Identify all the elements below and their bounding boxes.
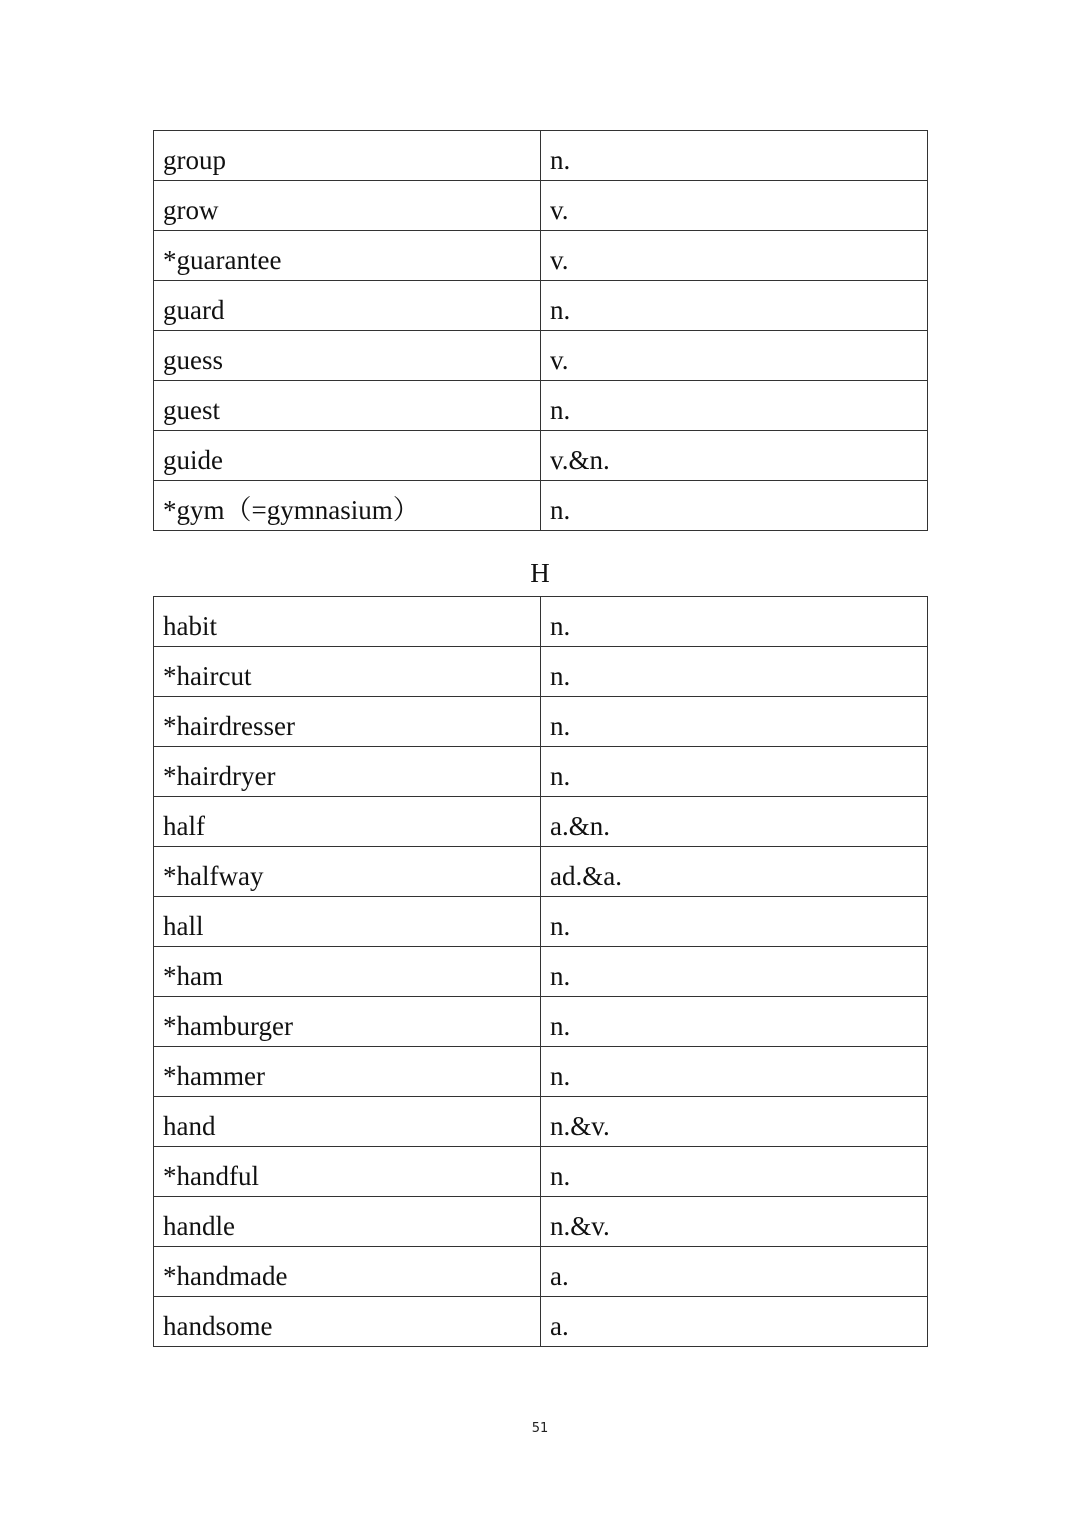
word-cell: *halfway	[154, 847, 541, 897]
part-of-speech-cell: n.	[541, 131, 928, 181]
table-row	[154, 331, 928, 381]
word-cell: handsome	[154, 1297, 541, 1347]
part-of-speech-cell: n.	[541, 1147, 928, 1197]
part-of-speech-cell: a.	[541, 1297, 928, 1347]
word-cell: hand	[154, 1097, 541, 1147]
part-of-speech-cell: n.	[541, 697, 928, 747]
table-row	[154, 431, 928, 481]
vocab-table-g-body	[154, 131, 928, 531]
word-cell: guest	[154, 381, 541, 431]
table-row	[154, 1147, 928, 1197]
part-of-speech-cell: n.&v.	[541, 1097, 928, 1147]
part-of-speech-cell: n.	[541, 747, 928, 797]
part-of-speech-cell: n.	[541, 947, 928, 997]
part-of-speech-cell: n.	[541, 647, 928, 697]
table-row	[154, 131, 928, 181]
table-row	[154, 847, 928, 897]
word-cell: *hairdresser	[154, 697, 541, 747]
table-row	[154, 231, 928, 281]
vocab-table-g	[153, 130, 928, 531]
part-of-speech-cell: v.	[541, 231, 928, 281]
part-of-speech-cell: v.&n.	[541, 431, 928, 481]
word-cell: *haircut	[154, 647, 541, 697]
table-row	[154, 1247, 928, 1297]
table-row	[154, 697, 928, 747]
word-cell: *gym（=gymnasium）	[154, 481, 541, 531]
part-of-speech-cell: n.	[541, 481, 928, 531]
word-cell: *hammer	[154, 1047, 541, 1097]
part-of-speech-cell: ad.&a.	[541, 847, 928, 897]
word-cell: group	[154, 131, 541, 181]
table-row	[154, 1297, 928, 1347]
table-row	[154, 597, 928, 647]
table-row	[154, 897, 928, 947]
part-of-speech-cell: n.	[541, 281, 928, 331]
section-heading-h: H	[530, 558, 550, 588]
word-cell: *hamburger	[154, 997, 541, 1047]
part-of-speech-cell: n.	[541, 1047, 928, 1097]
table-row	[154, 997, 928, 1047]
vocab-table-h	[153, 596, 928, 1347]
table-row	[154, 947, 928, 997]
part-of-speech-cell: v.	[541, 181, 928, 231]
table-row	[154, 647, 928, 697]
word-cell: handle	[154, 1197, 541, 1247]
page-number: 51	[531, 1421, 549, 1436]
table-row	[154, 281, 928, 331]
part-of-speech-cell: n.	[541, 597, 928, 647]
word-cell: *guarantee	[154, 231, 541, 281]
table-row	[154, 747, 928, 797]
word-cell: grow	[154, 181, 541, 231]
table-row	[154, 181, 928, 231]
table-row	[154, 1097, 928, 1147]
table-row	[154, 1197, 928, 1247]
vocab-table-h-body	[154, 597, 928, 1347]
part-of-speech-cell: n.	[541, 897, 928, 947]
word-cell: hall	[154, 897, 541, 947]
part-of-speech-cell: a.	[541, 1247, 928, 1297]
table-row	[154, 797, 928, 847]
part-of-speech-cell: n.&v.	[541, 1197, 928, 1247]
word-cell: *ham	[154, 947, 541, 997]
word-cell: half	[154, 797, 541, 847]
part-of-speech-cell: v.	[541, 331, 928, 381]
table-row	[154, 381, 928, 431]
word-cell: *handmade	[154, 1247, 541, 1297]
word-cell: guard	[154, 281, 541, 331]
table-row	[154, 481, 928, 531]
word-cell: guide	[154, 431, 541, 481]
part-of-speech-cell: n.	[541, 997, 928, 1047]
table-row	[154, 1047, 928, 1097]
word-cell: guess	[154, 331, 541, 381]
word-cell: *hairdryer	[154, 747, 541, 797]
part-of-speech-cell: n.	[541, 381, 928, 431]
word-cell: *handful	[154, 1147, 541, 1197]
word-cell: habit	[154, 597, 541, 647]
part-of-speech-cell: a.&n.	[541, 797, 928, 847]
